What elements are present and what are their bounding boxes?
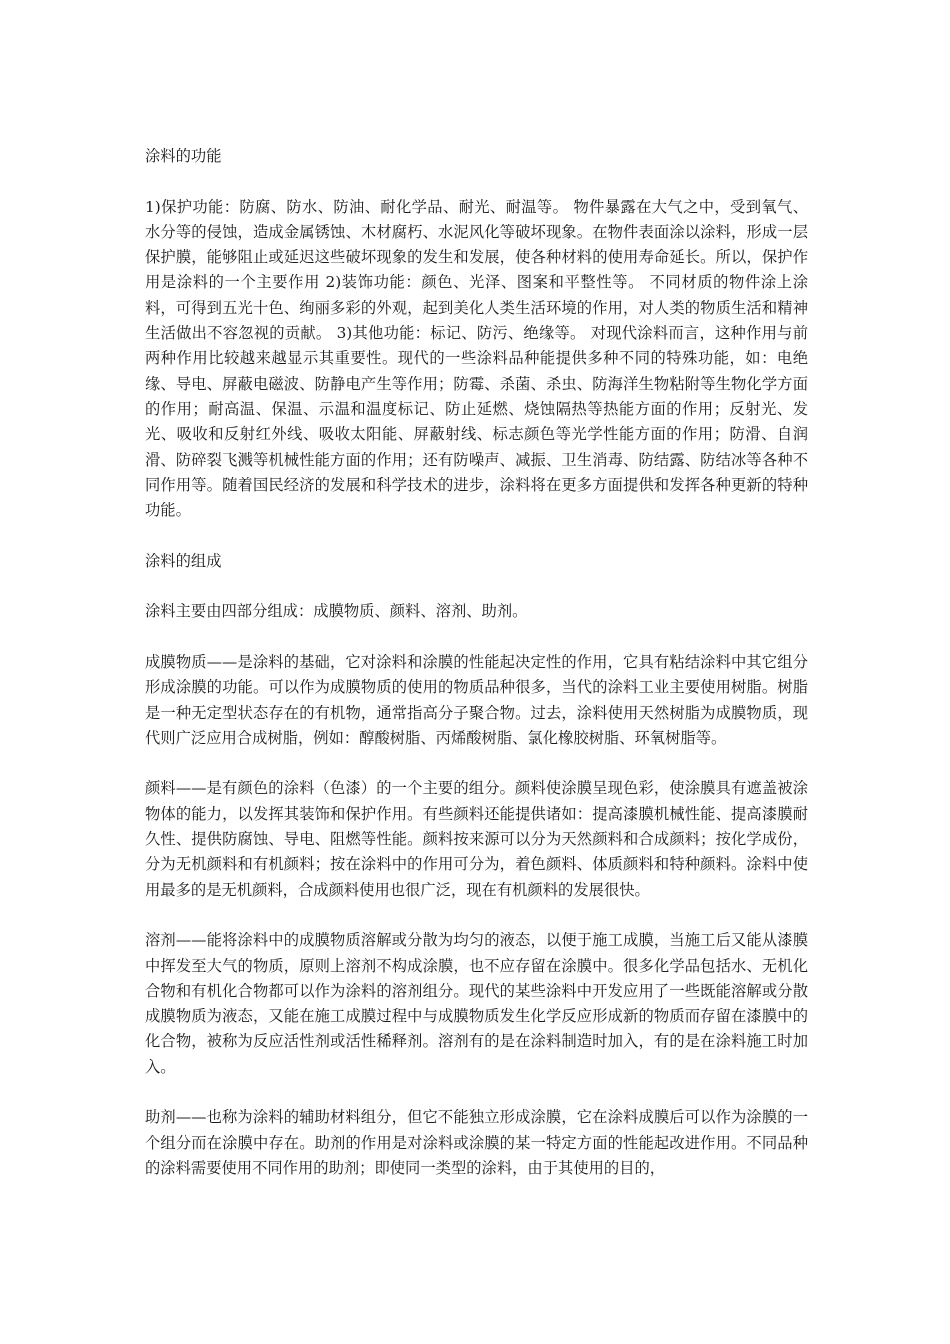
section-heading-functions: 涂料的功能 xyxy=(145,147,222,165)
document-body xyxy=(145,144,808,1206)
paragraph-functions: 1)保护功能：防腐、防水、防油、耐化学品、耐光、耐温等。 物件暴露在大气之中，受到氧气、水分等的侵蚀，造成金属锈蚀、木材腐朽、水泥风化等破坏现象。在物件表面涂以涂料，形成一层保护膜，能够阻止或延迟这些破坏现象的发生和发展，使各种材料的使用寿命延长。所以，保护作用是涂料的一个主要作用 2)装饰功能：颜色、光泽、图案和平整性等。 不同材质的物件涂上涂料，可得到五光十色、绚丽多彩的外观，起到美化人类生活环境的作用，对人类的物质生活和精神生活做出不容忽视的贡献。 3)其他功能：标记、防污、绝缘等。 对现代涂料而言，这种作用与前两种作用比较越来越显示其重要性。现代的一些涂料品种能提供多种不同的特殊功能，如：电绝缘、导电、屏蔽电磁波、防静电产生等作用；防霉、杀菌、杀虫、防海洋生物粘附等生物化学方面的作用；耐高温、保温、示温和温度标记、防止延燃、烧蚀隔热等热能方面的作用；反射光、发光、吸收和反射红外线、吸收太阳能、屏蔽射线、标志颜色等光学性能方面的作用；防滑、自润滑、防碎裂飞溅等机械性能方面的作用；还有防噪声、减振、卫生消毒、防结露、防结冰等各种不同作用等。随着国民经济的发展和科学技术的进步，涂料将在更多方面提供和发挥各种更新的特种功能。 xyxy=(145,197,808,520)
section-heading-composition: 涂料的组成 xyxy=(145,551,222,570)
paragraph-additive: 助剂——也称为涂料的辅助材料组分，但它不能独立形成涂膜，它在涂料成膜后可以作为涂膜的一个组分而在涂膜中存在。助剂的作用是对涂料或涂膜的某一特定方面的性能起改进作用。不同品种的涂料需要使用不同作用的助剂；即使同一类型的涂料，由于其使用的目的， xyxy=(145,1108,808,1177)
paragraph-film-former: 成膜物质——是涂料的基础，它对涂料和涂膜的性能起决定性的作用，它具有粘结涂料中其它组分形成涂膜的功能。可以作为成膜物质的使用的物质品种很多，当代的涂料工业主要使用树脂。树脂是一种无定型状态存在的有机物，通常指高分子聚合物。过去，涂料使用天然树脂为成膜物质，现代则广泛应用合成树脂，例如：醇酸树脂、丙烯酸树脂、氯化橡胶树脂、环氧树脂等。 xyxy=(145,652,808,747)
paragraph-composition-intro: 涂料主要由四部分组成：成膜物质、颜料、溶剂、助剂。 xyxy=(145,602,528,621)
paragraph-solvent: 溶剂——能将涂料中的成膜物质溶解或分散为均匀的液态，以便于施工成膜，当施工后又能从漆膜中挥发至大气的物质，原则上溶剂不构成涂膜，也不应存留在涂膜中。很多化学品包括水、无机化合物和有机化合物都可以作为涂料的溶剂组分。现代的某些涂料中开发应用了一些既能溶解或分散成膜物质为液态，又能在施工成膜过程中与成膜物质发生化学反应形成新的物质而存留在漆膜中的化合物，被称为反应活性剂或活性稀释剂。溶剂有的是在涂料制造时加入，有的是在涂料施工时加入。 xyxy=(145,931,808,1076)
paragraph-pigment: 颜料——是有颜色的涂料（色漆）的一个主要的组分。颜料使涂膜呈现色彩，使涂膜具有遮盖被涂物体的能力，以发挥其装饰和保护作用。有些颜料还能提供诸如：提高漆膜机械性能、提高漆膜耐久性、提供防腐蚀、导电、阻燃等性能。颜料按来源可以分为天然颜料和合成颜料；按化学成份，分为无机颜料和有机颜料；按在涂料中的作用可分为，着色颜料、体质颜料和特种颜料。涂料中使用最多的是无机颜料，合成颜料使用也很广泛，现在有机颜料的发展很快。 xyxy=(145,779,808,899)
